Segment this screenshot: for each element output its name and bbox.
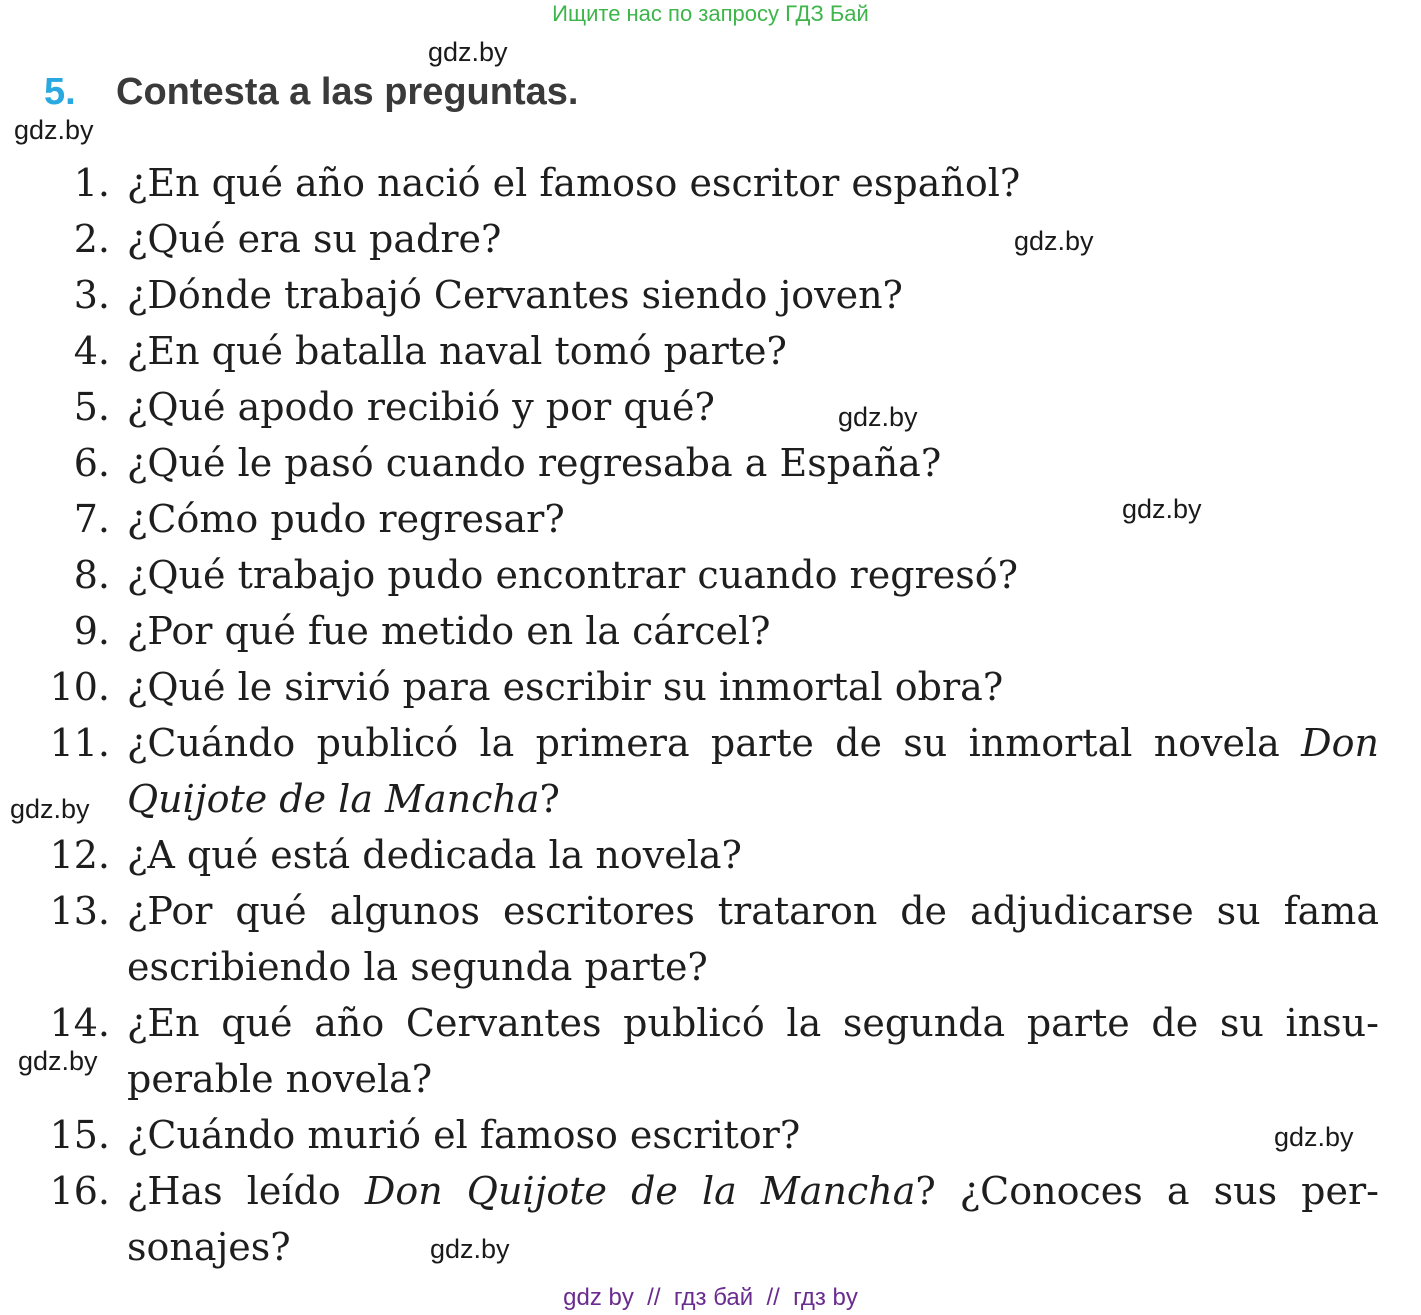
book-title-italic: Don Quijote de la Mancha xyxy=(364,1169,916,1213)
top-banner: Ищите нас по запросу ГДЗ Бай xyxy=(552,1,869,26)
question-number: 2. xyxy=(73,217,110,261)
watermark: gdz.by xyxy=(10,794,90,824)
question-item xyxy=(0,547,1421,603)
question-item xyxy=(0,155,1421,211)
question-item xyxy=(0,827,1421,883)
question-item xyxy=(0,995,1421,1107)
watermark: gdz.by xyxy=(1014,226,1094,256)
question-text: ¿Por qué fue metido en la cárcel? xyxy=(127,609,771,653)
question-number: 16. xyxy=(49,1169,110,1213)
watermark: gdz.by xyxy=(14,115,94,145)
question-item xyxy=(0,211,1421,267)
question-item xyxy=(0,659,1421,715)
question-item xyxy=(0,267,1421,323)
exercise-number: 5. xyxy=(44,71,76,113)
question-text: ¿Dónde trabajó Cervantes siendo joven? xyxy=(127,273,903,317)
question-number: 10. xyxy=(49,665,110,709)
watermark: gdz.by xyxy=(428,37,508,67)
question-item xyxy=(0,323,1421,379)
question-text-part: ¿Has leído xyxy=(127,1169,341,1213)
question-number: 8. xyxy=(73,553,110,597)
question-item xyxy=(0,603,1421,659)
question-list xyxy=(0,155,1421,1275)
question-text xyxy=(127,1163,1379,1275)
question-text: ¿Por qué algunos escritores trataron de adjudicarse su fama escribiendo la segunda parte? xyxy=(127,889,1379,989)
question-number: 3. xyxy=(73,273,110,317)
question-number: 13. xyxy=(49,889,110,933)
question-text: ¿Qué trabajo pudo encontrar cuando regresó? xyxy=(127,553,1018,597)
question-text: ¿Qué era su padre? xyxy=(127,217,502,261)
question-number: 1. xyxy=(73,161,110,205)
question-item xyxy=(0,715,1421,827)
question-text xyxy=(127,715,1379,827)
question-item xyxy=(0,491,1421,547)
question-number: 6. xyxy=(73,441,110,485)
question-item xyxy=(0,883,1421,995)
watermark: gdz.by xyxy=(18,1046,98,1076)
question-number: 7. xyxy=(73,497,110,541)
question-text-part: ? xyxy=(539,777,560,821)
question-text-part: ? ¿Conoces a sus per-sonajes? xyxy=(127,1169,1379,1269)
question-text: ¿Qué le sirvió para escribir su inmortal obra? xyxy=(127,665,1004,709)
question-text-part: ¿Cuándo publicó la primera parte de su inmortal novela xyxy=(127,721,1280,765)
question-text: ¿Qué le pasó cuando regresaba a España? xyxy=(127,441,942,485)
question-item xyxy=(0,1163,1421,1275)
watermark: gdz.by xyxy=(1274,1122,1354,1152)
exercise-title: Contesta a las preguntas. xyxy=(116,71,579,113)
question-text: ¿En qué año Cervantes publicó la segunda parte de su insu-perable novela? xyxy=(127,1001,1379,1101)
watermark: gdz.by xyxy=(430,1234,510,1264)
question-item xyxy=(0,379,1421,435)
question-number: 11. xyxy=(49,721,110,765)
question-text: ¿En qué batalla naval tomó parte? xyxy=(127,329,787,373)
question-text: ¿A qué está dedicada la novela? xyxy=(127,833,742,877)
question-number: 12. xyxy=(49,833,110,877)
question-item xyxy=(0,435,1421,491)
book-title-italic: Don Quijote de la Mancha xyxy=(127,721,1379,821)
watermark: gdz.by xyxy=(838,402,918,432)
question-text: ¿En qué año nació el famoso escritor español? xyxy=(127,161,1021,205)
footer-watermark: gdz by // гдз бай // гдз by xyxy=(563,1284,858,1311)
question-text: ¿Qué apodo recibió y por qué? xyxy=(127,385,715,429)
question-text: ¿Cuándo murió el famoso escritor? xyxy=(127,1113,801,1157)
question-number: 9. xyxy=(73,609,110,653)
question-number: 5. xyxy=(73,385,110,429)
question-number: 15. xyxy=(49,1113,110,1157)
question-item xyxy=(0,1107,1421,1163)
watermark: gdz.by xyxy=(1122,494,1202,524)
question-text: ¿Cómo pudo regresar? xyxy=(127,497,565,541)
question-number: 14. xyxy=(49,1001,110,1045)
question-number: 4. xyxy=(73,329,110,373)
